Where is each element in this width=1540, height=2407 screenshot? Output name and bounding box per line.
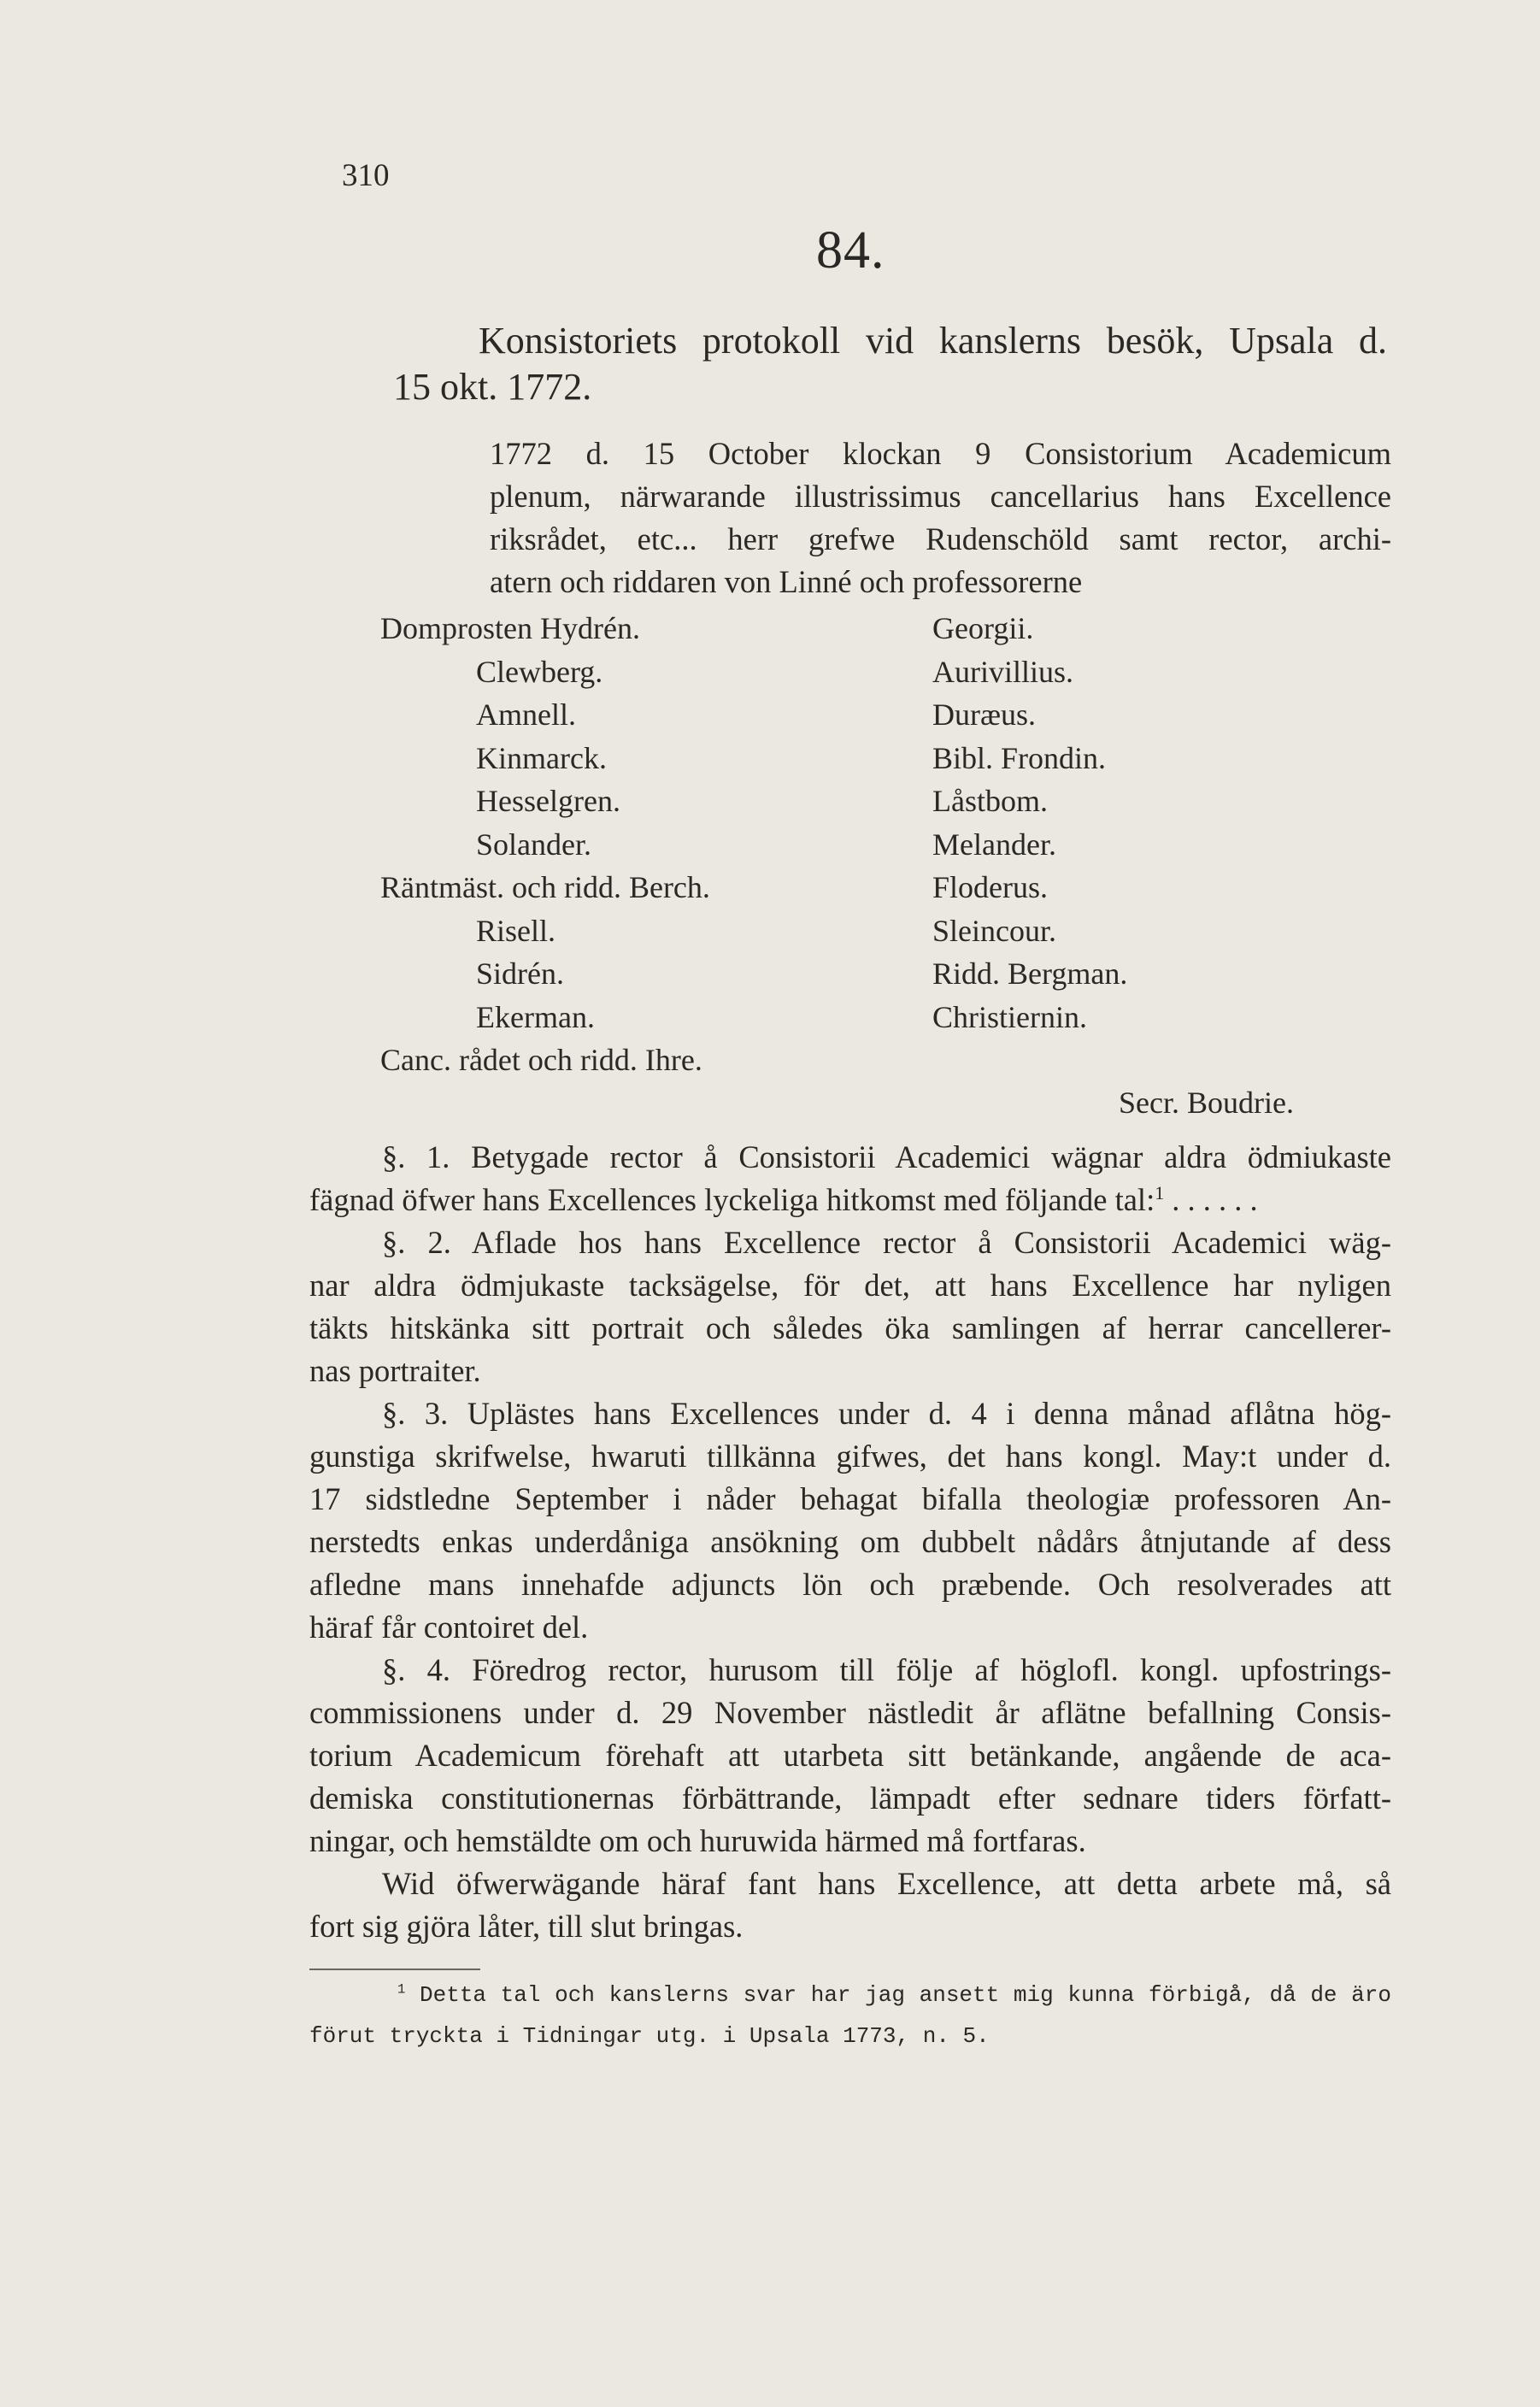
attendee-right-10: Christiernin. <box>932 1000 1087 1034</box>
attendee-right-6: Melander. <box>932 827 1056 862</box>
attendee-left-2: Clewberg. <box>476 655 603 689</box>
secretary-signature: Secr. Boudrie. <box>1119 1086 1294 1120</box>
footnote-line-1 <box>309 1974 1391 2016</box>
footnote-line-2: förut tryckta i Tidningar utg. i Upsala 1773, n. 5. <box>309 2023 990 2049</box>
attendee-right-9: Ridd. Bergman. <box>932 956 1128 991</box>
attendee-left-10: Ekerman. <box>476 1000 595 1034</box>
page-number: 310 <box>342 158 390 193</box>
paragraph-line <box>309 1179 1391 1221</box>
attendee-left-1: Domprosten Hydrén. <box>380 611 640 645</box>
paragraph-line: 17 sidstledne September i nåder behagat bifalla theologiæ professoren An- <box>309 1481 1391 1516</box>
paragraph-line: §. 3. Uplästes hans Excellences under d. 4 i denna månad aflåtna hög- <box>382 1396 1391 1431</box>
document-title <box>393 318 1387 410</box>
footnote-marker: 1 <box>397 1981 406 1998</box>
paragraph-line: Wid öfwerwägande häraf fant hans Excellence, att detta arbete må, så <box>382 1866 1391 1901</box>
attendee-right-2: Aurivillius. <box>932 655 1074 689</box>
paragraph-1 <box>309 1136 1391 1221</box>
title-line-1: Konsistoriets protokoll vid kanslerns besök, Upsala d. <box>479 320 1387 362</box>
attendee-right-5: Låstbom. <box>932 784 1048 818</box>
attendee-right-7: Floderus. <box>932 870 1048 904</box>
paragraph-4 <box>309 1649 1391 1863</box>
paragraph-line: commissionens under d. 29 November nästledit år aflätne befallning Consis- <box>309 1695 1391 1730</box>
attendee-left-8: Risell. <box>476 914 556 948</box>
paragraph-line: nerstedts enkas underdåniga ansökning om dubbelt nådårs åtnjutande af dess <box>309 1524 1391 1559</box>
intro-line: atern och riddaren von Linné och professorerne <box>490 564 1083 599</box>
attendee-left-3: Amnell. <box>476 697 576 732</box>
paragraph-line: täkts hitskänka sitt portrait och således öka samlingen af herrar cancellerer- <box>309 1310 1391 1345</box>
attendee-left-4: Kinmarck. <box>476 741 607 775</box>
attendee-left-6: Solander. <box>476 827 591 862</box>
intro-paragraph <box>490 433 1391 603</box>
paragraph-3 <box>309 1392 1391 1649</box>
paragraph-line: §. 2. Aflade hos hans Excellence rector å Consistorii Academici wäg- <box>382 1225 1391 1260</box>
attendee-left-7: Räntmäst. och ridd. Berch. <box>380 870 710 904</box>
attendee-left-9: Sidrén. <box>476 956 564 991</box>
intro-line: riksrådet, etc... herr grefwe Rudenschöld samt rector, archi- <box>490 521 1391 556</box>
intro-line: plenum, närwarande illustrissimus cancellarius hans Excellence <box>490 479 1391 514</box>
attendee-left-11: Canc. rådet och ridd. Ihre. <box>380 1043 702 1077</box>
footnote-divider <box>309 1969 480 1970</box>
paragraph-5 <box>309 1863 1391 1948</box>
paragraph-line: §. 4. Föredrog rector, hurusom till följe af höglofl. kongl. upfostrings- <box>382 1652 1391 1687</box>
ellipsis-dots: . . . . . . <box>1164 1182 1258 1217</box>
paragraph-line: torium Academicum förehaft att utarbeta sitt betänkande, angående de aca- <box>309 1738 1391 1773</box>
paragraph-2 <box>309 1221 1391 1392</box>
document-number: 84. <box>816 221 885 280</box>
attendee-right-8: Sleincour. <box>932 914 1056 948</box>
paragraph-line: §. 1. Betygade rector å Consistorii Academici wägnar aldra ödmiukaste <box>382 1139 1391 1174</box>
title-line-2: 15 okt. 1772. <box>393 366 592 408</box>
paragraph-line-text: fägnad öfwer hans Excellences lyckeliga hitkomst med följande tal: <box>309 1182 1155 1217</box>
paragraph-line: häraf får contoiret del. <box>309 1610 589 1645</box>
body-text <box>309 1136 1391 1948</box>
intro-line: 1772 d. 15 October klockan 9 Consistorium Academicum <box>490 436 1391 471</box>
attendee-right-1: Georgii. <box>932 611 1034 645</box>
attendee-right-4: Bibl. Frondin. <box>932 741 1107 775</box>
paragraph-line: demiska constitutionernas förbättrande, lämpadt efter sednare tiders författ- <box>309 1780 1391 1816</box>
paragraph-line: nar aldra ödmjukaste tacksägelse, för det, att hans Excellence har nyligen <box>309 1268 1391 1303</box>
paragraph-line: ningar, och hemstäldte om och huruwida härmed må fortfaras. <box>309 1823 1086 1858</box>
attendee-right-3: Duræus. <box>932 697 1037 732</box>
paragraph-line: nas portraiter. <box>309 1353 481 1388</box>
paragraph-line: afledne mans innehafde adjuncts lön och præbende. Och resolverades att <box>309 1567 1391 1602</box>
footnote-text: Detta tal och kanslerns svar har jag ansett mig kunna förbigå, då de äro <box>420 1982 1391 2008</box>
footnote-ref: 1 <box>1155 1181 1165 1204</box>
footnote <box>309 1974 1391 2057</box>
attendee-left-5: Hesselgren. <box>476 784 620 818</box>
paragraph-line: gunstiga skrifwelse, hwaruti tillkänna gifwes, det hans kongl. May:t under d. <box>309 1439 1391 1474</box>
paragraph-line: fort sig gjöra låter, till slut bringas. <box>309 1909 744 1944</box>
